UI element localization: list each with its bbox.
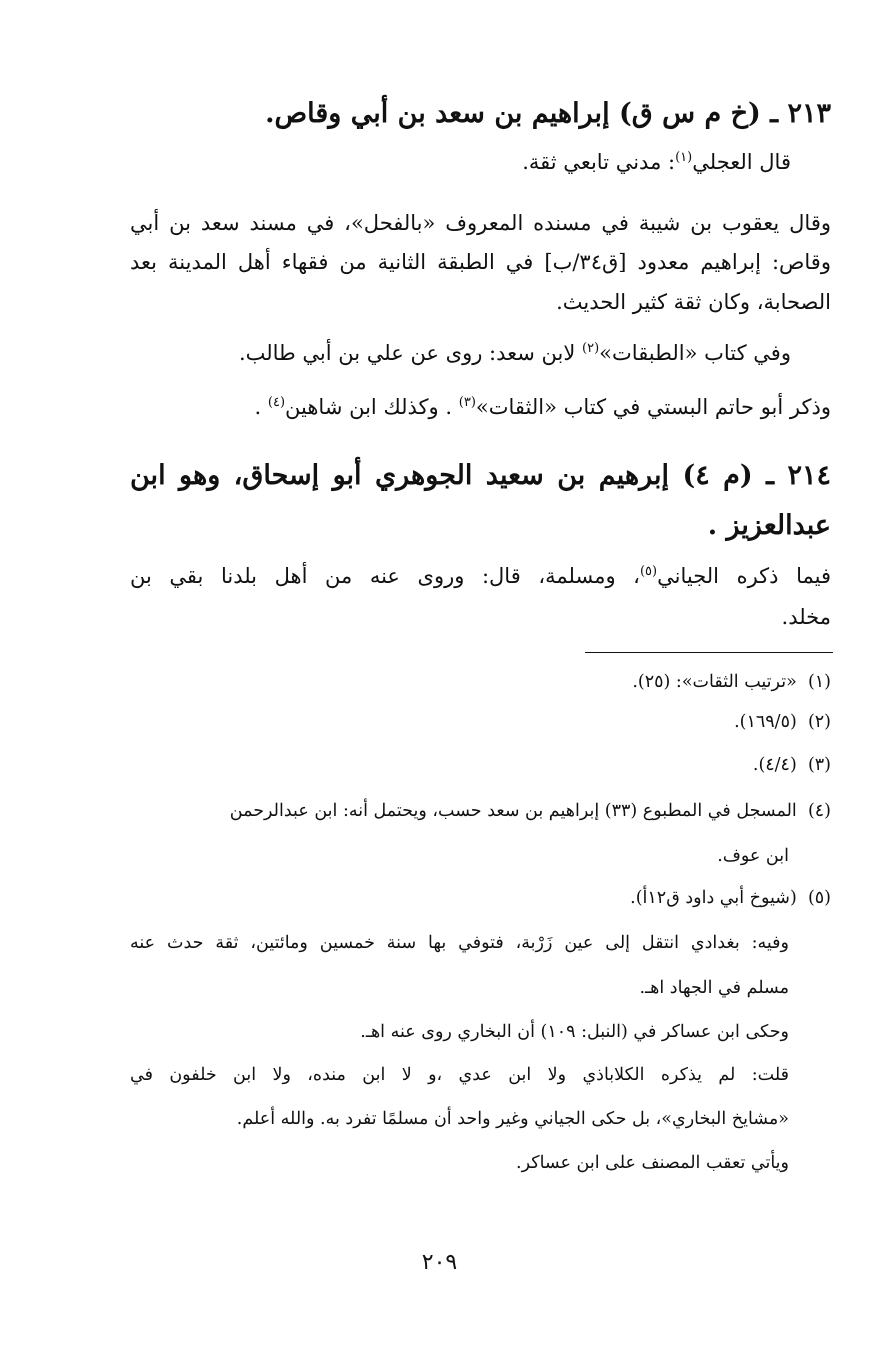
footnote-marker[interactable]: (٣) <box>458 395 476 410</box>
footnote-marker[interactable]: (٤) <box>267 395 286 410</box>
footnote-number: (٤) <box>807 801 831 821</box>
footnote: (٤) المسجل في المطبوع (٣٣) إبراهيم بن سعد حسب، ويحتمل أنه: ابن عبدالرحمن <box>229 801 831 821</box>
footnote-line: قلت: لم يذكره الكلاباذي ولا ابن عدي ،و لا ابن منده، ولا ابن خلفون في <box>130 1065 789 1085</box>
entry-heading: ٢١٤ ـ (م ٤) إبرهيم بن سعيد الجوهري أبو إسحاق، وهو ابن <box>130 460 831 491</box>
paragraph-line: وفي كتاب «الطبقات»$^{(٢)}$ لابن سعد: روى عن علي بن أبي طالب. <box>238 341 791 365</box>
footnote-marker[interactable]: (٥) <box>639 564 658 579</box>
footnote-line: ابن عوف. <box>717 846 789 866</box>
entry-heading: عبدالعزيز . <box>707 510 831 541</box>
paragraph-line: فيما ذكره الجياني$^{(٥)}$، ومسلمة، قال: وروى عنه من أهل بلدنا بقي بن <box>130 564 832 588</box>
footnote-line: ويأتي تعقب المصنف على ابن عساكر. <box>516 1153 789 1173</box>
paragraph-line: مخلد. <box>781 605 831 629</box>
paragraph-line: الصحابة، وكان ثقة كثير الحديث. <box>556 290 831 314</box>
footnote-separator <box>585 652 833 653</box>
footnote-line: «مشايخ البخاري»، بل حكى الجياني وغير واحد أن مسلمًا تفرد به. والله أعلم. <box>236 1109 789 1129</box>
paragraph-line: قال العجلي$^{(١)}$: مدني تابعي ثقة. <box>522 150 791 174</box>
footnote: (٣) (٤/٤). <box>752 755 831 775</box>
footnote-number: (٢) <box>807 712 831 732</box>
footnote-number: (١) <box>807 672 831 692</box>
footnote-line: وفيه: بغدادي انتقل إلى عين زَرْبة، فتوفي بها سنة خمسين ومائتين، ثقة حدث عنه <box>130 933 789 953</box>
paragraph-line: وذكر أبو حاتم البستي في كتاب «الثقات»$^{(٣)}$ . وكذلك ابن شاهين$^{(٤)}$ . <box>254 395 831 419</box>
footnote-number: (٣) <box>807 755 831 775</box>
footnote: (١) «ترتيب الثقات»: (٢٥). <box>632 672 831 692</box>
footnote-number: (٥) <box>807 888 831 908</box>
footnote-marker[interactable]: (١) <box>675 150 693 165</box>
footnote: (٥) (شيوخ أبي داود ق١٢أ). <box>630 888 831 908</box>
paragraph-line: وقاص: إبراهيم معدود [ق٣٤/ب] في الطبقة الثانية من فقهاء أهل المدينة بعد <box>130 250 831 274</box>
footnote: (٢) (١٦٩/٥). <box>734 712 831 732</box>
entry-heading: ٢١٣ ـ (خ م س ق) إبراهيم بن سعد بن أبي وقاص. <box>265 98 831 129</box>
page-number: ٢٠٩ <box>421 1250 458 1275</box>
footnote-line: مسلم في الجهاد اهـ. <box>639 978 789 998</box>
footnote-line: وحكى ابن عساكر في (النبل: ١٠٩) أن البخاري روى عنه اهـ. <box>360 1022 789 1042</box>
paragraph-line: وقال يعقوب بن شيبة في مسنده المعروف «بالفحل»، في مسند سعد بن أبي <box>130 211 831 235</box>
footnote-marker[interactable]: (٢) <box>582 341 600 356</box>
